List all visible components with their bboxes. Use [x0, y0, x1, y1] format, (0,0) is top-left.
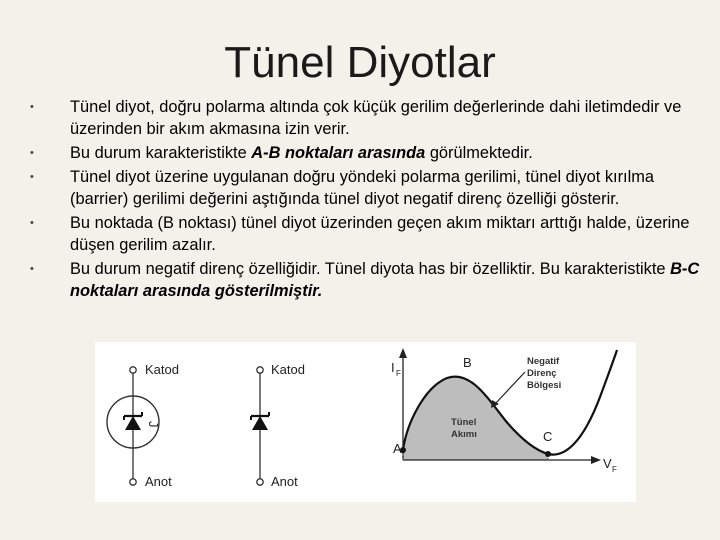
diode-triangle [252, 416, 268, 430]
bullet-text: Tünel diyot, doğru polarma altında çok küçük gerilim değerlerinde dahi iletimdedir ve üzerinden bir akım akmasına izin verir. [70, 98, 682, 138]
bullet-marker: • [30, 263, 34, 275]
bullet-item [30, 166, 700, 210]
x-axis-subscript: F [612, 465, 617, 474]
y-axis-label: I [391, 360, 395, 375]
anode-terminal [257, 479, 263, 485]
anode-label: Anot [271, 474, 298, 489]
region-label-line2: Akımı [451, 429, 477, 440]
bullet-item [30, 96, 700, 140]
iv-characteristic-graph [391, 348, 617, 474]
annotation-line1: Negatif [527, 356, 560, 367]
diode-symbol-plain [251, 362, 305, 489]
x-axis-label: V [603, 456, 612, 471]
bullet-emphasis: A-B noktaları arasında [251, 144, 426, 162]
anode-label: Anot [145, 474, 172, 489]
bullet-emphasis: B-C noktaları arasında gösterilmiştir. [70, 260, 700, 300]
cathode-label: Katod [271, 362, 305, 377]
annotation-line2: Direnç [527, 368, 557, 379]
tunnel-diode-figure [95, 342, 636, 502]
bullet-marker: • [30, 171, 34, 183]
cathode-label: Katod [145, 362, 179, 377]
annotation-line3: Bölgesi [527, 380, 562, 391]
point-b-label: B [463, 355, 472, 370]
bullet-text-post: görülmektedir. [425, 144, 533, 162]
slide-title: Tünel Diyotlar [224, 38, 496, 87]
point-c-marker [545, 451, 551, 457]
bullet-marker: • [30, 217, 34, 229]
x-axis-arrow [591, 456, 601, 464]
region-label-line1: Tünel [451, 417, 477, 428]
cathode-terminal [130, 367, 136, 373]
junction-label: J [146, 421, 161, 428]
bullet-marker: • [30, 147, 34, 159]
bullet-text-pre: Bu durum karakteristikte [70, 144, 252, 162]
anode-terminal [130, 479, 136, 485]
bullet-item [30, 258, 700, 302]
point-a-label: A [393, 441, 402, 456]
bullet-list [30, 96, 700, 304]
diode-symbol-circled [107, 362, 179, 489]
bullet-marker: • [30, 101, 34, 113]
bullet-text-pre: Bu durum negatif direnç özelliğidir. Tünel diyota has bir özelliktir. Bu karakteristikte [70, 260, 671, 278]
y-axis-arrow [399, 348, 407, 358]
bullet-item [30, 142, 700, 164]
bullet-item [30, 212, 700, 256]
bullet-text: Bu noktada (B noktası) tünel diyot üzerinden geçen akım miktarı arttığı halde, üzerine düşen gerilim azalır. [70, 214, 690, 254]
figure-svg [95, 342, 636, 502]
y-axis-subscript: F [396, 369, 401, 378]
diode-triangle [125, 416, 141, 430]
cathode-terminal [257, 367, 263, 373]
bullet-text: Tünel diyot üzerine uygulanan doğru yöndeki polarma gerilimi, tünel diyot kırılma (barrier) gerilimi değerini aştığında tünel diyot negatif direnç özelliği gösterir. [70, 168, 654, 208]
annotation-arrow-line [495, 372, 525, 404]
point-c-label: C [543, 429, 553, 444]
